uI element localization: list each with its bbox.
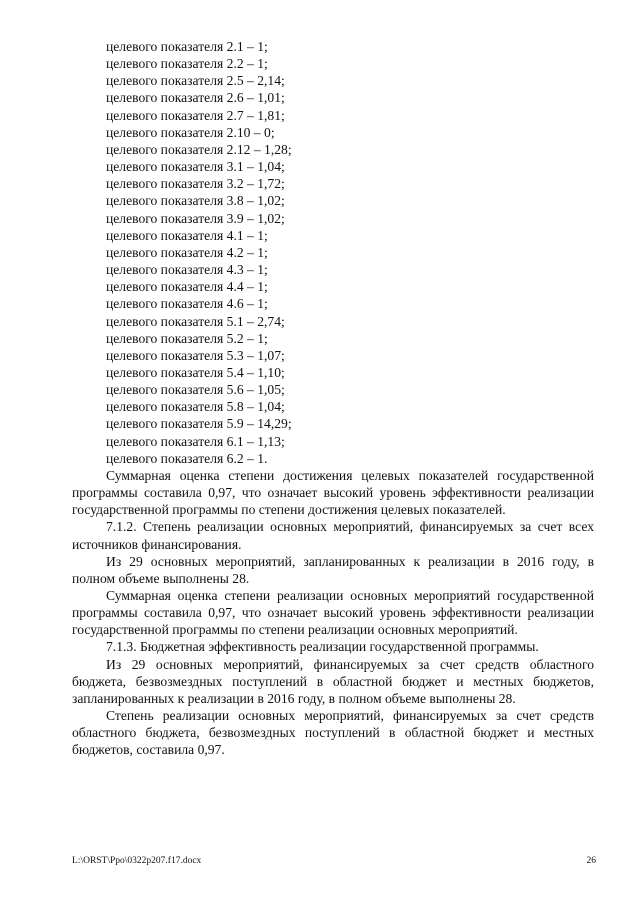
summary-activities-paragraph: Суммарная оценка степени реализации основных мероприятий государственной программы составила 0,97, что означает высокий уровень эффективности реализации государственной программы по степени реализации основных мероприятий. [72,588,594,638]
indicator-item: целевого показателя 2.10 – 0; [106,124,275,140]
indicator-item: целевого показателя 5.8 – 1,04; [106,399,285,415]
indicator-item: целевого показателя 4.3 – 1; [106,262,268,278]
indicator-item: целевого показателя 3.8 – 1,02; [106,193,285,209]
indicator-item: целевого показателя 5.6 – 1,05; [106,382,285,398]
indicator-item: целевого показателя 2.12 – 1,28; [106,141,292,157]
indicator-item: целевого показателя 2.1 – 1; [106,39,268,54]
budget-activities-paragraph: Из 29 основных мероприятий, финансируемых за счет средств областного бюджета, безвозмездных поступлений в областной бюджет и местных бюджетов, запланированных к реализации в 2016 году, в полном объеме выполнены 28. [72,656,594,706]
indicator-item: целевого показателя 6.1 – 1,13; [106,433,285,449]
budget-degree-paragraph: Степень реализации основных мероприятий, финансируемых за счет средств областного бюджета, безвозмездных поступлений в областной бюджет и местных бюджетов, составила 0,97. [72,708,594,758]
indicator-item: целевого показателя 4.6 – 1; [106,296,268,312]
indicator-item: целевого показателя 2.2 – 1; [106,56,268,72]
indicator-item: целевого показателя 2.5 – 2,14; [106,73,285,89]
indicator-item: целевого показателя 6.2 – 1. [106,450,268,466]
footer-file-path: L:\ORST\Ppo\0322p207.f17.docx [72,856,202,866]
section-7-1-2-heading: 7.1.2. Степень реализации основных мероприятий, финансируемых за счет всех источников финансирования. [72,519,594,552]
summary-indicators-paragraph: Суммарная оценка степени достижения целевых показателей государственной программы составила 0,97, что означает высокий уровень эффективности реализации государственной программы по степени достижения целевых показателей. [72,467,594,518]
indicator-item: целевого показателя 4.4 – 1; [106,279,268,295]
section-7-1-3-heading: 7.1.3. Бюджетная эффективность реализации государственной программы. [106,639,539,655]
indicator-list [72,38,594,467]
indicator-item: целевого показателя 4.2 – 1; [106,244,268,260]
indicator-item: целевого показателя 2.7 – 1,81; [106,107,285,123]
indicator-item: целевого показателя 5.9 – 14,29; [106,416,292,432]
activities-completed-paragraph: Из 29 основных мероприятий, запланированных к реализации в 2016 году, в полном объеме выполнены 28. [72,553,594,586]
document-body [72,38,594,759]
indicator-item: целевого показателя 3.2 – 1,72; [106,176,285,192]
indicator-item: целевого показателя 4.1 – 1; [106,227,268,243]
indicator-item: целевого показателя 5.4 – 1,10; [106,364,285,380]
indicator-item: целевого показателя 2.6 – 1,01; [106,90,285,106]
indicator-item: целевого показателя 3.1 – 1,04; [106,159,285,175]
indicator-item: целевого показателя 3.9 – 1,02; [106,210,285,226]
indicator-item: целевого показателя 5.3 – 1,07; [106,347,285,363]
indicator-item: целевого показателя 5.2 – 1; [106,330,268,346]
indicator-item: целевого показателя 5.1 – 2,74; [106,313,285,329]
page-number: 26 [586,856,596,866]
